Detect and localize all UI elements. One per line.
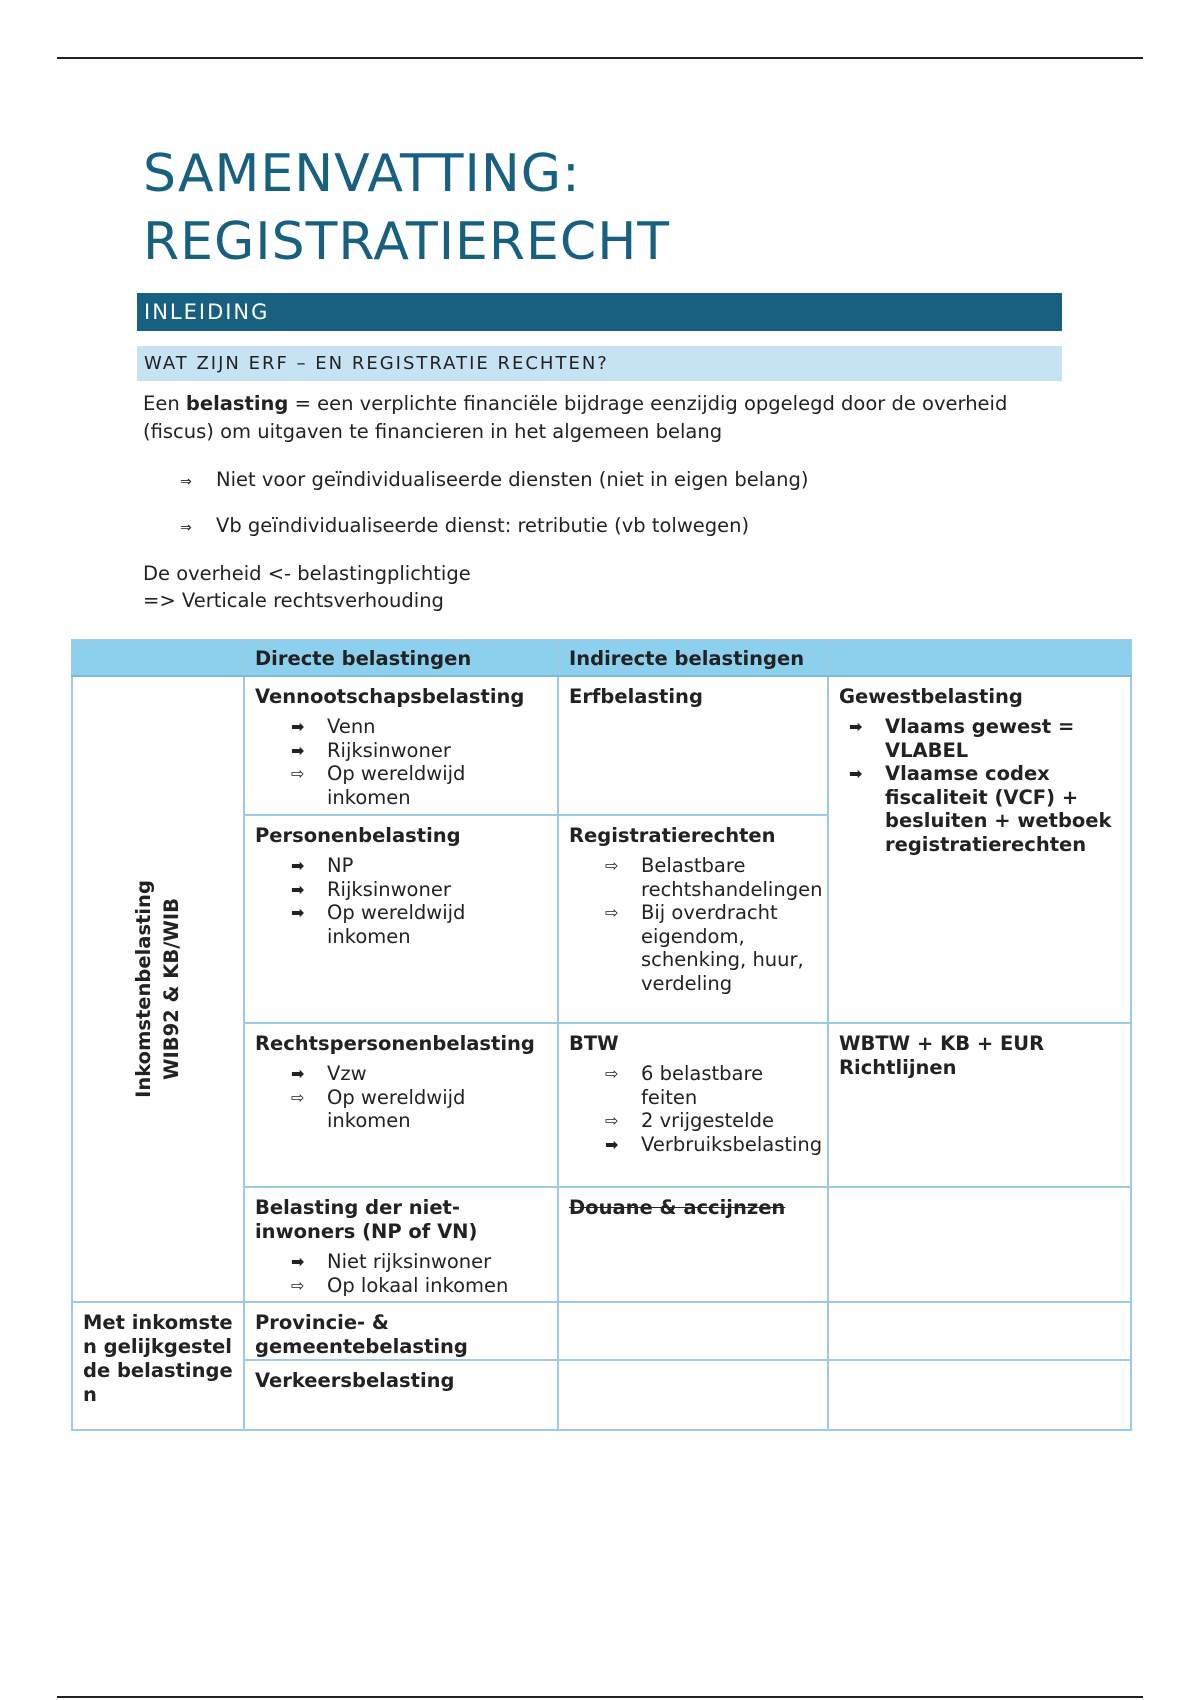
cell-title: Rechtspersonenbelasting [255,1032,535,1055]
cell-belasting-niet-inwoners [244,1187,558,1302]
table-row [72,676,1131,815]
bullet-item [180,466,808,496]
cell-registratierechten [558,815,828,1023]
header-indirect: Indirecte belastingen [558,640,828,676]
list-item: ⇨ Bij overdracht eigendom, schenking, huur, verdeling [605,901,817,995]
list-item: ➡ Vzw [291,1062,547,1086]
bullet-item [180,512,749,542]
cell-douane [558,1187,828,1302]
list-item: ➡ Venn [291,715,547,739]
cell-rechtspersonenbelasting [244,1023,558,1187]
list-item: ➡ Niet rijksinwoner [291,1250,547,1274]
cell-title: Erfbelasting [569,685,703,708]
table-row [72,1302,1131,1360]
intro-paragraph [143,390,1063,446]
list-item: ➡ Vlaamse codex fiscaliteit (VCF) + besluiten + wetboek registratierechten [849,762,1120,856]
cell-title: Registratierechten [569,824,776,847]
cell-personenbelasting [244,815,558,1023]
cell-btw [558,1023,828,1187]
relationship-statement [143,560,471,614]
cell-gelijkgestelde-belastingen [72,1302,244,1430]
cell-provincie-gemeente [244,1302,558,1360]
side-label-line-1: Inkomstenbelasting [132,880,155,1098]
cell-empty [558,1360,828,1430]
subsection-heading: WAT ZIJN ERF – EN REGISTRATIE RECHTEN? [137,346,1062,381]
cell-title: BTW [569,1032,619,1055]
list-item: ➡ Verbruiksbelasting [605,1133,817,1157]
cell-title: WBTW + KB + EUR Richtlijnen [839,1032,1045,1079]
header-cell-empty [828,640,1131,676]
income-tax-label [130,880,186,1098]
top-rule [57,57,1143,59]
intro-lead: Een [143,392,186,415]
arrow-icon: ⇒ [180,474,192,490]
income-tax-side-cell [72,676,244,1302]
tax-overview-table [71,639,1132,1431]
cell-title: Vennootschapsbelasting [255,685,525,708]
list-item: ⇨ Op wereldwijd inkomen [291,1086,547,1133]
header-direct: Directe belastingen [244,640,558,676]
bullet-text: Vb geïndividualiseerde dienst: retributie (vb tolwegen) [216,514,750,537]
cell-vennootschap [244,676,558,815]
header-cell-empty [72,640,244,676]
bottom-rule [57,1696,1143,1698]
cell-title: Douane & accijnzen [569,1196,786,1219]
list-item: ➡ Op wereldwijd inkomen [291,901,547,948]
cell-empty [828,1302,1131,1360]
list-item: ⇨ 6 belastbare feiten [605,1062,817,1109]
list-item: ⇨ Op lokaal inkomen [291,1274,547,1298]
cell-title: Verkeersbelasting [255,1369,455,1392]
cell-empty [558,1302,828,1360]
side-label-line-2: WIB92 & KB/WIB [160,897,183,1081]
intro-term: belasting [185,392,289,415]
page-title [143,140,670,276]
section-heading: INLEIDING [137,293,1062,331]
cell-title: Provincie- & gemeentebelasting [255,1311,468,1358]
intro-definition: = een verplichte financiële bijdrage eenzijdig opgelegd door de overheid (fiscus) om uitgaven te financieren in het algemeen belang [143,392,1008,443]
list-item: ➡ NP [291,854,547,878]
cell-title: Belasting der niet-inwoners (NP of VN) [255,1196,478,1243]
cell-empty [828,1187,1131,1302]
list-item: ⇨ Op wereldwijd inkomen [291,762,547,809]
title-line-2: REGISTRATIERECHT [143,212,671,272]
list-item: ➡ Vlaams gewest = VLABEL [849,715,1120,762]
cell-erfbelasting [558,676,828,815]
list-item: ➡ Rijksinwoner [291,878,547,902]
cell-gewestbelasting [828,676,1131,1023]
cell-title: Personenbelasting [255,824,461,847]
cell-title: Gewestbelasting [839,685,1023,708]
side-label-bottom: Met inkomsten gelijkgestelde belastingen [83,1311,233,1406]
statement-line-2: => Verticale rechtsverhouding [143,589,444,612]
statement-line-1: De overheid <- belastingplichtige [143,562,471,585]
bullet-text: Niet voor geïndividualiseerde diensten (niet in eigen belang) [216,468,809,491]
table-header-row [72,640,1131,676]
cell-empty [828,1360,1131,1430]
title-line-1: SAMENVATTING: [143,144,581,204]
list-item: ⇨ Belastbare rechtshandelingen [605,854,817,901]
cell-wbtw [828,1023,1131,1187]
list-item: ➡ Rijksinwoner [291,739,547,763]
cell-verkeersbelasting [244,1360,558,1430]
arrow-icon: ⇒ [180,520,192,536]
list-item: ⇨ 2 vrijgestelde [605,1109,817,1133]
